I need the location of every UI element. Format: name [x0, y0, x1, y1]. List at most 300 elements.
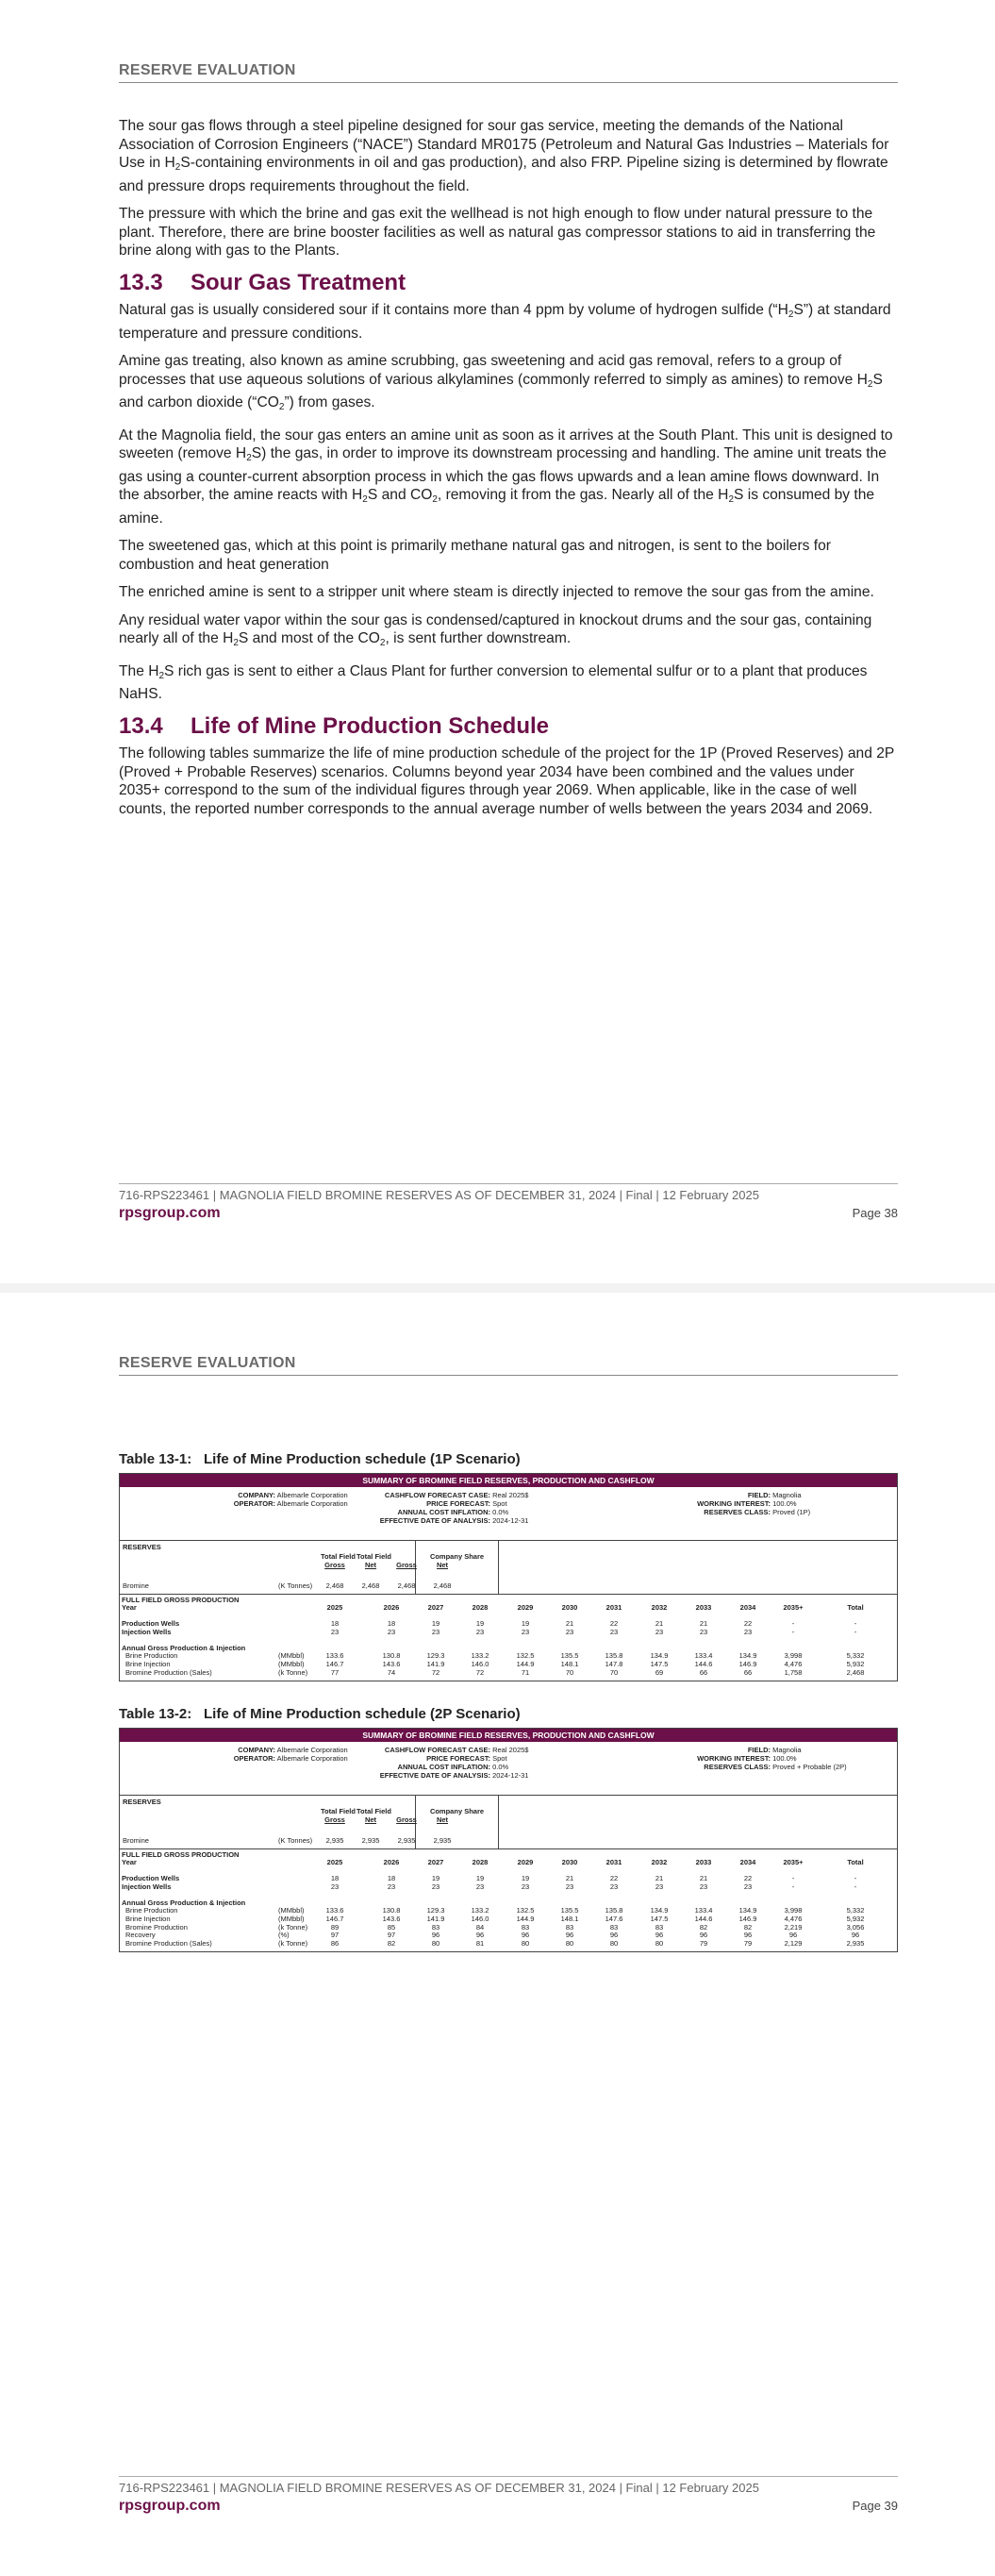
year-header: 2035+: [783, 1858, 804, 1866]
row-value: 23: [330, 1882, 340, 1891]
meta-key: COMPANY:: [238, 1746, 275, 1754]
table-row: [120, 1874, 897, 1882]
footer-site-link[interactable]: rpsgroup.com: [119, 2498, 221, 2514]
row-label: Brine Injection: [125, 1914, 171, 1923]
row-value: 147.5: [650, 1659, 669, 1668]
col-header: Total Field: [321, 1807, 356, 1815]
production-block: [120, 1848, 897, 1951]
row-value: 134.9: [738, 1651, 757, 1661]
meta-key: FIELD:: [747, 1746, 771, 1754]
paragraph: The following tables summarize the life of mine production schedule of the project for the 1P (Proved Reserves) and 2P (Proved + Probable Reserves) scenarios. Columns beyond year 2034 have been combined and the values under 2035+ correspond to the sum of the individual figures through year 2069. When applicable, like in the case of well counts, the reported number corresponds to the annual average number of wells between the years 2034 and 2069.: [119, 745, 894, 817]
row-value: 146.9: [738, 1659, 757, 1668]
production-table-2p: [119, 1728, 898, 1952]
row-value: 19: [431, 1619, 440, 1628]
table-meta: [120, 1487, 897, 1540]
meta-value: 0.0%: [492, 1763, 509, 1771]
table-row: [120, 1644, 897, 1652]
meta-value: 100.0%: [772, 1499, 797, 1508]
row-value: 23: [475, 1882, 485, 1891]
row-value: 5,932: [846, 1914, 865, 1923]
year-header: Total: [847, 1858, 864, 1866]
row-value: 22: [609, 1619, 619, 1628]
row-value: 4,476: [784, 1659, 803, 1668]
meta-value: 2024-12-31: [492, 1771, 529, 1780]
row-value: 133.6: [325, 1906, 344, 1915]
production-table-1p: [119, 1473, 898, 1681]
row-value: -: [854, 1874, 857, 1882]
row-value: 135.5: [560, 1906, 579, 1915]
col-header: Total Field: [321, 1552, 356, 1561]
row-value: 146.0: [471, 1659, 489, 1668]
year-header: 2032: [651, 1603, 668, 1612]
row-value: 133.4: [694, 1651, 713, 1661]
paragraph: Natural gas is usually considered sour if it contains more than 4 ppm by volume of hydrogen sulfide $(“H_2S”)$ at standard temperature and pressure conditions.: [119, 302, 891, 342]
row-value: 2,129: [784, 1938, 803, 1948]
row-value: 82: [387, 1938, 396, 1948]
reserve-unit: (K Tonnes): [278, 1836, 313, 1845]
row-value: 23: [387, 1882, 396, 1891]
row-value: 77: [330, 1667, 340, 1677]
year-label: Year: [122, 1603, 137, 1612]
page-divider: [0, 1283, 995, 1293]
row-value: 96: [851, 1931, 860, 1940]
row-unit: (%): [278, 1931, 290, 1940]
row-label: Brine Production: [125, 1906, 178, 1915]
row-value: 18: [387, 1619, 396, 1628]
row-value: 3,998: [784, 1906, 803, 1915]
row-value: 72: [475, 1667, 485, 1677]
table-row: [120, 1660, 897, 1668]
col-subheader: Net: [436, 1561, 449, 1569]
meta-key: PRICE FORECAST:: [426, 1499, 490, 1508]
row-value: 18: [330, 1619, 340, 1628]
row-value: 2,219: [784, 1922, 803, 1932]
row-label: Bromine Production: [125, 1922, 188, 1932]
meta-key: EFFECTIVE DATE OF ANALYSIS:: [379, 1516, 490, 1525]
row-value: 21: [699, 1874, 708, 1882]
row-value: 89: [330, 1922, 340, 1932]
row-value: 97: [330, 1931, 340, 1940]
table-row: [120, 1931, 897, 1939]
meta-value: Magnolia: [772, 1746, 802, 1754]
meta-value: Albemarle Corporation: [276, 1499, 348, 1508]
table-row: [120, 1939, 897, 1948]
meta-key: RESERVES CLASS:: [704, 1508, 771, 1516]
meta-value: 0.0%: [492, 1508, 509, 1516]
table-caption: Table 13-2: Life of Mine Production schedule (2P Scenario): [119, 1706, 521, 1722]
row-value: 147.5: [650, 1914, 669, 1923]
row-value: 23: [387, 1627, 396, 1636]
paragraph: Any residual water vapor within the sour gas is condensed/captured in knockout drums and the sour gas, containing nearly all of the $H_2S$ and most of the $CO_2$, is sent further downstream.: [119, 611, 872, 648]
row-value: 79: [743, 1938, 753, 1948]
meta-key: OPERATOR:: [233, 1754, 275, 1763]
reserve-value: 2,935: [397, 1836, 416, 1845]
table-row: [120, 1628, 897, 1636]
row-value: 135.5: [560, 1651, 579, 1661]
table-row: [120, 1915, 897, 1923]
row-value: -: [791, 1874, 795, 1882]
col-subheader: Gross: [324, 1561, 345, 1569]
table-row: [120, 1923, 897, 1932]
year-header: 2025: [326, 1603, 343, 1612]
meta-value: Proved (1P): [772, 1508, 811, 1516]
row-value: 144.9: [516, 1914, 535, 1923]
row-value: 80: [431, 1938, 440, 1948]
row-value: 134.9: [738, 1906, 757, 1915]
table-banner: SUMMARY OF BROMINE FIELD RESERVES, PRODUCTION AND CASHFLOW: [120, 1474, 897, 1487]
row-label: Recovery: [125, 1931, 156, 1940]
row-value: 19: [475, 1619, 485, 1628]
reserve-value: 2,935: [325, 1836, 344, 1845]
row-value: 66: [743, 1667, 753, 1677]
row-value: 23: [655, 1882, 664, 1891]
section-heading-13-4: 13.4 Life of Mine Production Schedule: [119, 712, 550, 739]
row-value: 23: [609, 1882, 619, 1891]
table-caption: Table 13-1: Life of Mine Production schedule (1P Scenario): [119, 1451, 521, 1467]
reserve-unit: (K Tonnes): [278, 1581, 313, 1590]
row-value: 19: [521, 1874, 530, 1882]
row-label: Injection Wells: [122, 1627, 172, 1636]
page-header: RESERVE EVALUATION: [119, 1355, 898, 1376]
row-value: 146.0: [471, 1914, 489, 1923]
col-header: Total Field: [357, 1807, 391, 1815]
row-value: 96: [475, 1931, 485, 1940]
row-value: 147.6: [605, 1914, 623, 1923]
row-unit: (MMbbl): [278, 1651, 305, 1661]
reserves-label: RESERVES: [123, 1543, 161, 1551]
row-label: Bromine Production (Sales): [125, 1938, 212, 1948]
row-value: 82: [743, 1922, 753, 1932]
section-label: FULL FIELD GROSS PRODUCTION: [122, 1850, 240, 1859]
meta-value: Magnolia: [772, 1491, 802, 1499]
year-header: 2035+: [783, 1603, 804, 1612]
reserves-block: [120, 1540, 897, 1594]
reserve-value: 2,468: [325, 1581, 344, 1590]
footer-reference: 716-RPS223461 | MAGNOLIA FIELD BROMINE RESERVES AS OF DECEMBER 31, 2024 | Final | 12 February 2025: [119, 1188, 759, 1202]
year-header: 2031: [605, 1603, 622, 1612]
row-unit: (MMbbl): [278, 1914, 305, 1923]
row-value: 144.9: [516, 1659, 535, 1668]
row-value: 85: [387, 1922, 396, 1932]
meta-key: RESERVES CLASS:: [704, 1763, 771, 1771]
row-value: 83: [565, 1922, 574, 1932]
year-header: 2032: [651, 1858, 668, 1866]
row-value: 74: [387, 1667, 396, 1677]
paragraph: The $H_2S$ rich gas is sent to either a Claus Plant for further conversion to elemental sulfur or to a plant that produces NaHS.: [119, 662, 868, 702]
row-value: 80: [655, 1938, 664, 1948]
row-value: 86: [330, 1938, 340, 1948]
row-value: 21: [699, 1619, 708, 1628]
row-value: 134.9: [650, 1651, 669, 1661]
row-value: 146.9: [738, 1914, 757, 1923]
row-value: 2,935: [846, 1938, 865, 1948]
row-value: 72: [431, 1667, 440, 1677]
col-subheader: Net: [436, 1815, 449, 1824]
row-value: 19: [431, 1874, 440, 1882]
row-value: 96: [609, 1931, 619, 1940]
row-value: 132.5: [516, 1651, 535, 1661]
table-row: [120, 1899, 897, 1907]
row-unit: (MMbbl): [278, 1906, 305, 1915]
row-unit: (k Tonne): [278, 1667, 308, 1677]
section-heading-13-3: 13.3 Sour Gas Treatment: [119, 269, 406, 295]
row-value: 3,056: [846, 1922, 865, 1932]
row-value: 135.8: [605, 1651, 623, 1661]
row-label: Production Wells: [122, 1874, 180, 1882]
section-label: FULL FIELD GROSS PRODUCTION: [122, 1596, 240, 1604]
col-subheader: Gross: [396, 1561, 417, 1569]
year-header: 2029: [517, 1858, 534, 1866]
row-value: 135.8: [605, 1906, 623, 1915]
col-header: Total Field: [357, 1552, 391, 1561]
row-value: 144.6: [694, 1659, 713, 1668]
paragraph: The pressure with which the brine and gas exit the wellhead is not high enough to flow under natural pressure to the plant. Therefore, there are brine booster facilities as well as natural gas compressor stations to aid in transferring the brine along with gas to the Plants.: [119, 206, 876, 259]
row-value: 81: [475, 1938, 485, 1948]
row-label: Brine Production: [125, 1651, 178, 1661]
year-header: 2029: [517, 1603, 534, 1612]
row-value: 18: [330, 1874, 340, 1882]
row-value: 144.6: [694, 1914, 713, 1923]
meta-value: Real 2025$: [492, 1491, 529, 1499]
reserves-block: [120, 1795, 897, 1848]
row-value: 132.5: [516, 1906, 535, 1915]
col-subheader: Net: [364, 1815, 377, 1824]
row-value: 23: [699, 1882, 708, 1891]
year-header: 2034: [739, 1603, 756, 1612]
meta-key: CASHFLOW FORECAST CASE:: [384, 1491, 490, 1499]
year-header: 2031: [605, 1858, 622, 1866]
meta-key: CASHFLOW FORECAST CASE:: [384, 1746, 490, 1754]
row-value: -: [791, 1627, 795, 1636]
row-value: 21: [565, 1619, 574, 1628]
row-value: 143.6: [382, 1659, 401, 1668]
meta-key: ANNUAL COST INFLATION:: [397, 1763, 490, 1771]
table-row: [120, 1890, 897, 1899]
row-value: 147.8: [605, 1659, 623, 1668]
paragraph: At the Magnolia field, the sour gas enters an amine unit as soon as it arrives at the South Plant. This unit is designed to sweeten (remove $H_2S$) the gas, in order to improve its downstream processing and handling. The amine unit treats the gas using a counter-current absorption process in which the gas flows upwards and a lean amine flows downward. In the absorber, the amine reacts with $H_2S$ and $CO_2$, removing it from the gas. Nearly all of the $H_2S$ is consumed by the amine.: [119, 427, 893, 527]
row-value: 82: [699, 1922, 708, 1932]
row-unit: (MMbbl): [278, 1659, 305, 1668]
production-block: [120, 1594, 897, 1681]
col-header: Company Share: [429, 1807, 485, 1815]
row-value: 21: [565, 1874, 574, 1882]
row-value: 148.1: [560, 1914, 579, 1923]
table-banner: SUMMARY OF BROMINE FIELD RESERVES, PRODUCTION AND CASHFLOW: [120, 1729, 897, 1742]
table-row: [120, 1882, 897, 1891]
meta-key: WORKING INTEREST:: [697, 1499, 771, 1508]
row-label: Brine Injection: [125, 1659, 171, 1668]
row-value: 130.8: [382, 1906, 401, 1915]
row-value: 80: [521, 1938, 530, 1948]
row-value: 71: [521, 1667, 530, 1677]
row-value: 23: [655, 1627, 664, 1636]
meta-value: 100.0%: [772, 1754, 797, 1763]
row-value: 134.9: [650, 1906, 669, 1915]
row-value: 97: [387, 1931, 396, 1940]
row-value: 80: [609, 1938, 619, 1948]
row-value: 21: [655, 1619, 664, 1628]
table-meta: [120, 1742, 897, 1795]
meta-key: FIELD:: [747, 1491, 771, 1499]
table-row: [120, 1635, 897, 1644]
row-value: 70: [565, 1667, 574, 1677]
page-number: Page 38: [852, 1206, 898, 1220]
row-value: 129.3: [426, 1651, 445, 1661]
meta-value: Proved + Probable (2P): [772, 1763, 847, 1771]
row-value: 23: [743, 1627, 753, 1636]
row-value: 129.3: [426, 1906, 445, 1915]
row-value: 83: [609, 1922, 619, 1932]
year-header: 2025: [326, 1858, 343, 1866]
col-subheader: Net: [364, 1561, 377, 1569]
row-value: 96: [788, 1931, 798, 1940]
row-label: Annual Gross Production & Injection: [122, 1643, 246, 1652]
page-header: RESERVE EVALUATION: [119, 62, 898, 83]
row-value: 23: [521, 1627, 530, 1636]
year-header: 2026: [383, 1603, 400, 1612]
row-value: 23: [565, 1627, 574, 1636]
row-value: 5,932: [846, 1659, 865, 1668]
row-value: 83: [431, 1922, 440, 1932]
row-label: Bromine Production (Sales): [125, 1667, 212, 1677]
year-header: 2026: [383, 1858, 400, 1866]
row-value: 70: [609, 1667, 619, 1677]
meta-value: 2024-12-31: [492, 1516, 529, 1525]
paragraph: The sweetened gas, which at this point is primarily methane natural gas and nitrogen, is sent to the boilers for combustion and heat generation: [119, 538, 831, 573]
row-value: 18: [387, 1874, 396, 1882]
row-value: 23: [743, 1882, 753, 1891]
row-unit: (k Tonne): [278, 1922, 308, 1932]
row-label: Production Wells: [122, 1619, 180, 1628]
row-value: 23: [431, 1627, 440, 1636]
table-row: [120, 1668, 897, 1677]
row-value: 23: [431, 1882, 440, 1891]
year-header: 2030: [561, 1603, 578, 1612]
row-value: 133.2: [471, 1651, 489, 1661]
table-row: [120, 1906, 897, 1915]
row-value: 5,332: [846, 1906, 865, 1915]
row-value: 96: [743, 1931, 753, 1940]
row-value: -: [854, 1619, 857, 1628]
row-value: 141.9: [426, 1914, 445, 1923]
row-value: 96: [699, 1931, 708, 1940]
row-value: 23: [565, 1882, 574, 1891]
meta-key: ANNUAL COST INFLATION:: [397, 1508, 490, 1516]
row-value: 23: [699, 1627, 708, 1636]
row-value: 1,758: [784, 1667, 803, 1677]
row-label: Annual Gross Production & Injection: [122, 1898, 246, 1907]
row-value: 146.7: [325, 1659, 344, 1668]
meta-value: Albemarle Corporation: [276, 1746, 348, 1754]
year-header: 2027: [427, 1603, 444, 1612]
row-value: 130.8: [382, 1651, 401, 1661]
meta-value: Spot: [492, 1754, 507, 1763]
row-value: 23: [330, 1627, 340, 1636]
row-value: 19: [475, 1874, 485, 1882]
meta-key: COMPANY:: [238, 1491, 275, 1499]
year-header: 2028: [472, 1858, 489, 1866]
page-39: [0, 1293, 995, 2576]
meta-value: Real 2025$: [492, 1746, 529, 1754]
reserve-product: Bromine: [123, 1836, 149, 1845]
row-value: 5,332: [846, 1651, 865, 1661]
year-header: Total: [847, 1603, 864, 1612]
page-body: [119, 117, 898, 828]
col-subheader: Gross: [396, 1815, 417, 1824]
row-value: -: [854, 1627, 857, 1636]
row-value: 143.6: [382, 1914, 401, 1923]
row-value: 4,476: [784, 1914, 803, 1923]
row-value: -: [791, 1619, 795, 1628]
reserve-value: 2,468: [433, 1581, 452, 1590]
row-value: 96: [655, 1931, 664, 1940]
meta-key: EFFECTIVE DATE OF ANALYSIS:: [379, 1771, 490, 1780]
page-footer: [119, 2476, 898, 2515]
row-value: 23: [475, 1627, 485, 1636]
reserve-value: 2,468: [397, 1581, 416, 1590]
year-header: 2027: [427, 1858, 444, 1866]
row-value: 96: [565, 1931, 574, 1940]
page-number: Page 39: [852, 2499, 898, 2513]
row-unit: (k Tonne): [278, 1938, 308, 1948]
row-value: -: [854, 1882, 857, 1891]
year-header: 2033: [695, 1858, 712, 1866]
row-value: 133.6: [325, 1651, 344, 1661]
year-header: 2028: [472, 1603, 489, 1612]
paragraph: The enriched amine is sent to a stripper unit where steam is directly injected to remove the sour gas from the amine.: [119, 584, 874, 600]
col-subheader: Gross: [324, 1815, 345, 1824]
year-label: Year: [122, 1858, 137, 1866]
reserve-value: 2,935: [361, 1836, 380, 1845]
row-value: -: [791, 1882, 795, 1891]
page-38: [0, 0, 995, 1283]
row-value: 96: [431, 1931, 440, 1940]
reserves-label: RESERVES: [123, 1798, 161, 1806]
row-value: 133.2: [471, 1906, 489, 1915]
row-value: 21: [655, 1874, 664, 1882]
year-header: 2034: [739, 1858, 756, 1866]
row-value: 22: [743, 1619, 753, 1628]
reserve-value: 2,468: [361, 1581, 380, 1590]
row-value: 66: [699, 1667, 708, 1677]
reserve-value: 2,935: [433, 1836, 452, 1845]
footer-site-link[interactable]: rpsgroup.com: [119, 1205, 221, 1221]
row-value: 22: [743, 1874, 753, 1882]
year-header: 2033: [695, 1603, 712, 1612]
col-header: Company Share: [429, 1552, 485, 1561]
row-value: 133.4: [694, 1906, 713, 1915]
meta-key: OPERATOR:: [233, 1499, 275, 1508]
row-value: 146.7: [325, 1914, 344, 1923]
row-value: 69: [655, 1667, 664, 1677]
row-value: 83: [655, 1922, 664, 1932]
row-value: 80: [565, 1938, 574, 1948]
row-value: 148.1: [560, 1659, 579, 1668]
meta-key: WORKING INTEREST:: [697, 1754, 771, 1763]
paragraph: Amine gas treating, also known as amine scrubbing, gas sweetening and acid gas removal, refers to a group of processes that use aqueous solutions of various alkylamines (commonly referred to simply as amines) to remove $H_2S$ and carbon dioxide $(“CO_2”)$ from gases.: [119, 353, 883, 412]
row-value: 84: [475, 1922, 485, 1932]
footer-reference: 716-RPS223461 | MAGNOLIA FIELD BROMINE RESERVES AS OF DECEMBER 31, 2024 | Final | 12 February 2025: [119, 2481, 759, 2495]
row-value: 79: [699, 1938, 708, 1948]
paragraph: The sour gas flows through a steel pipeline designed for sour gas service, meeting the demands of the National Association of Corrosion Engineers (“NACE”) Standard MR0175 (Petroleum and Natural Gas Industries – Materials for Use in $H_2S$-containing environments in oil and gas production), and also FRP. Pipeline sizing is determined by flowrate and pressure drops requirements throughout the field.: [119, 118, 889, 194]
row-value: 3,998: [784, 1651, 803, 1661]
row-value: 2,468: [846, 1667, 865, 1677]
page-footer: [119, 1183, 898, 1222]
meta-key: PRICE FORECAST:: [426, 1754, 490, 1763]
row-value: 141.9: [426, 1659, 445, 1668]
row-value: 19: [521, 1619, 530, 1628]
year-header: 2030: [561, 1858, 578, 1866]
